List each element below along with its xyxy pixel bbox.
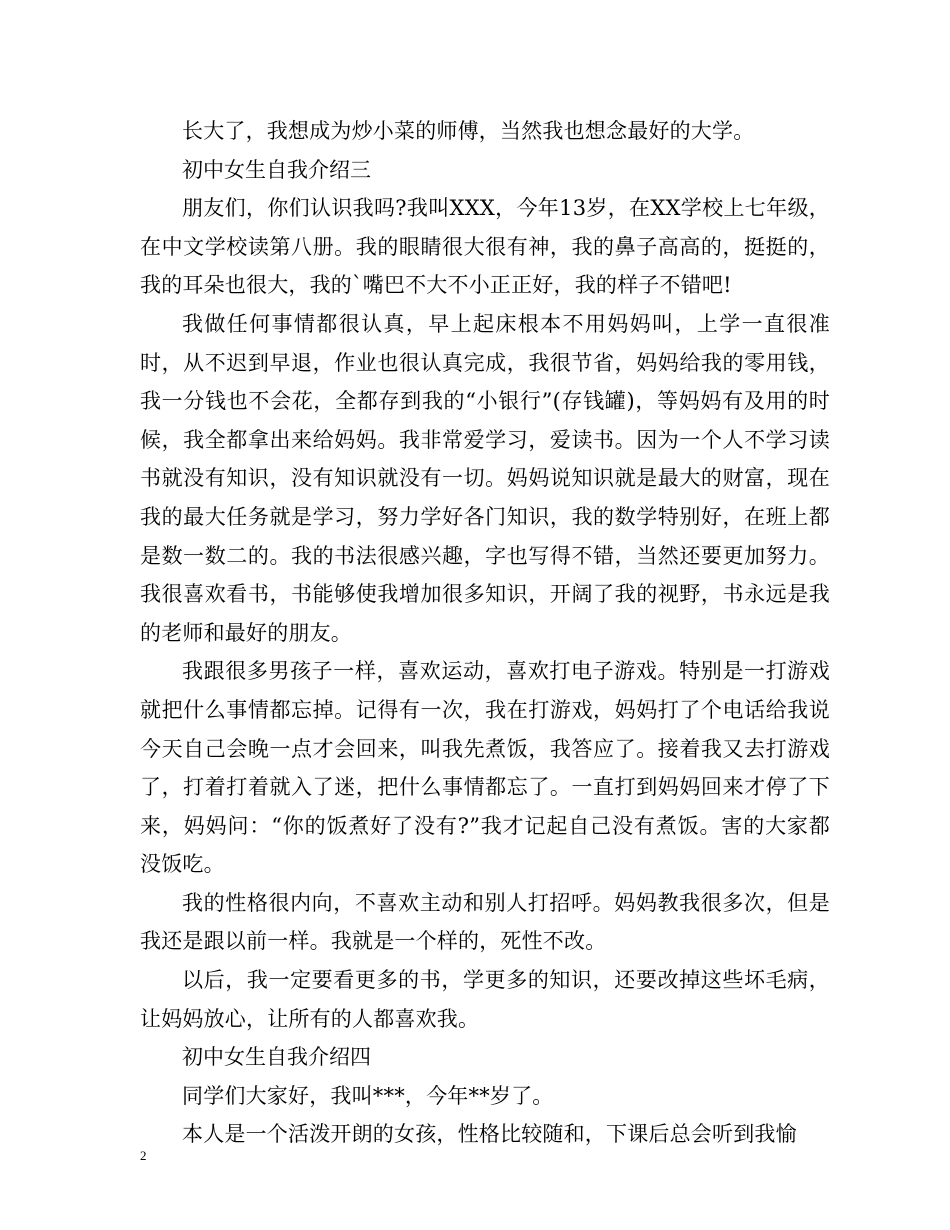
paragraph-self-description: 本人是一个活泼开朗的女孩，性格比较随和，下课后总会听到我愉 [182,1122,797,1147]
paragraph-personality: 我的性格很内向，不喜欢主动和别人打招呼。妈妈教我很多次，但是我还是跟以前一样。我就是一个样的，死性不改。 [140,890,830,954]
section-heading-intro-four: 初中女生自我介绍四 [182,1045,371,1070]
paragraph-study-habits: 我做任何事情都很认真，早上起床根本不用妈妈叫，上学一直很准时，从不迟到早退，作业也很认真完成，我很节省，妈妈给我的零用钱，我一分钱也不会花，全都存到我的“小银行”(存钱罐)，等妈妈有及用的时候，我全都拿出来给妈妈。我非常爱学习，爱读书。因为一个人不学习读书就没有知识，没有知识就没有一切。妈妈说知识就是最大的财富，现在我的最大任务就是学习，努力学好各门知识，我的数学特别好，在班上都是数一数二的。我的书法很感兴趣，字也写得不错，当然还要更加努力。我很喜欢看书，书能够使我增加很多知识，开阔了我的视野，书永远是我的老师和最好的朋友。 [140,311,830,645]
paragraph-resolution: 以后，我一定要看更多的书，学更多的知识，还要改掉这些坏毛病，让妈妈放心，让所有的人都喜欢我。 [140,968,830,1031]
paragraph-appearance: 朋友们，你们认识我吗?我叫XXX，今年13岁，在XX学校上七年级，在中文学校读第八册。我的眼睛很大很有神，我的鼻子高高的，挺挺的，我的耳朵也很大，我的`嘴巴不大不小正正好，我的样子不错吧! [140,196,830,298]
section-heading-intro-three: 初中女生自我介绍三 [182,157,371,182]
paragraph-games-story: 我跟很多男孩子一样，喜欢运动，喜欢打电子游戏。特别是一打游戏就把什么事情都忘掉。记得有一次，我在打游戏，妈妈打了个电话给我说今天自己会晚一点才会回来，叫我先煮饭，我答应了。接着我又去打游戏了，打着打着就入了迷，把什么事情都忘了。一直打到妈妈回来才停了下来，妈妈问：“你的饭煮好了没有?”我才记起自己没有煮饭。害的大家都没饭吃。 [140,659,830,877]
paragraph-greeting: 同学们大家好，我叫***，今年**岁了。 [182,1083,554,1108]
document-body [140,112,830,1154]
paragraph-future-wish: 长大了，我想成为炒小菜的师傅，当然我也想念最好的大学。 [182,119,755,143]
page-number: 2 [140,1148,147,1163]
